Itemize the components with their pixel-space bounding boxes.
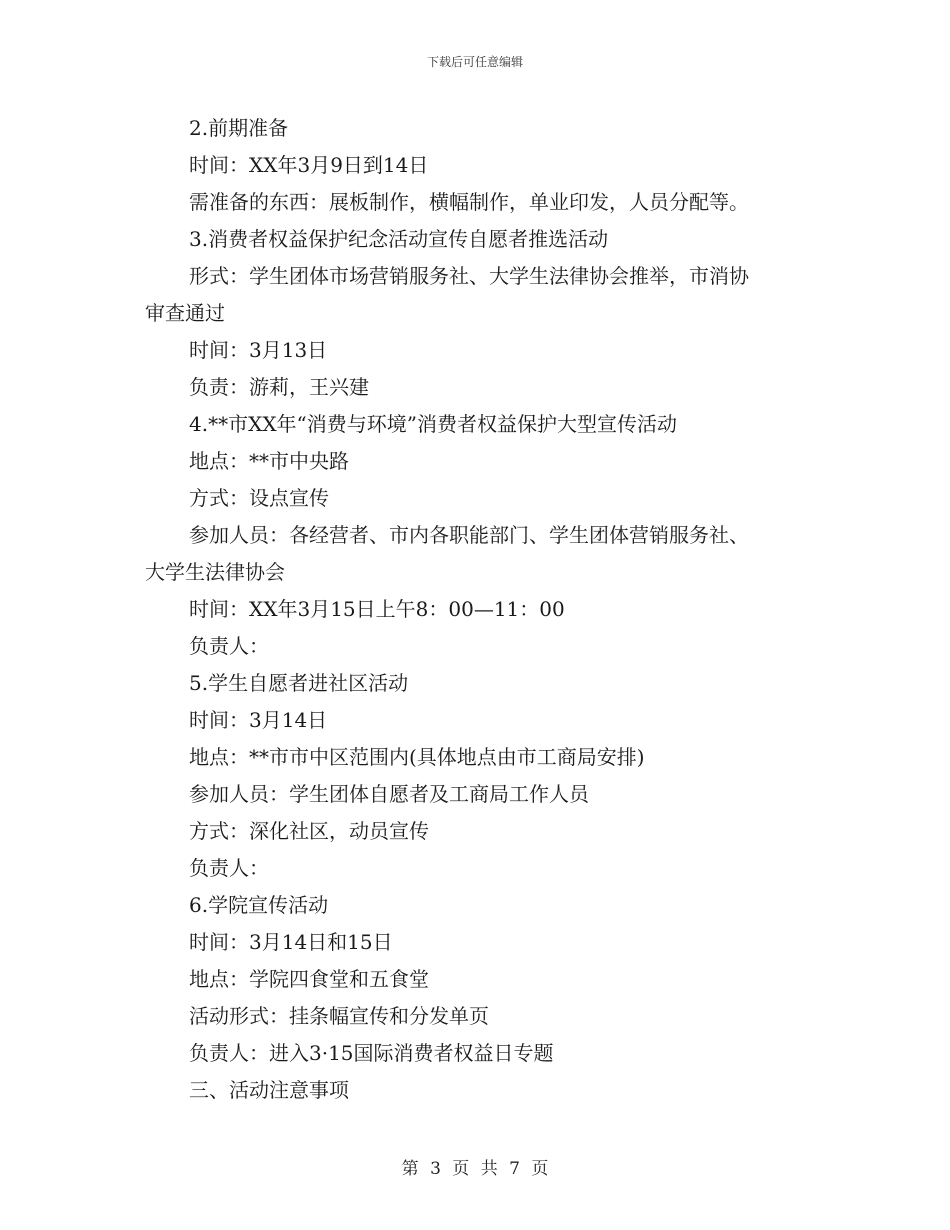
paragraph-line: 参加人员：学生团体自愿者及工商局工作人员	[189, 782, 589, 806]
paragraph-line: 时间：3月14日和15日	[189, 930, 393, 954]
paragraph-line-continuation: 大学生法律协会	[145, 560, 285, 584]
page-footer: 第 3 页 共 7 页	[401, 1159, 549, 1179]
paragraph-line: 负责人：	[189, 856, 269, 880]
document-body	[145, 110, 815, 1109]
section-heading-campus: 6.学院宣传活动	[189, 893, 329, 917]
paragraph-line: 地点：**市中央路	[189, 449, 349, 473]
section-heading-community: 5.学生自愿者进社区活动	[189, 671, 409, 695]
paragraph-line: 地点：学院四食堂和五食堂	[189, 967, 429, 991]
paragraph-line: 时间：XX年3月9日到14日	[189, 153, 429, 177]
paragraph-line: 活动形式：挂条幅宣传和分发单页	[189, 1004, 489, 1028]
paragraph-line: 形式：学生团体市场营销服务社、大学生法律协会推举，市消协	[189, 264, 749, 288]
page-header: 下载后可任意编辑	[426, 55, 523, 69]
paragraph-line: 地点：**市市中区范围内(具体地点由市工商局安排)	[189, 745, 645, 769]
paragraph-line: 参加人员：各经营者、市内各职能部门、学生团体营销服务社、	[189, 523, 749, 547]
paragraph-line: 方式：设点宣传	[189, 486, 329, 510]
paragraph-line: 负责人：	[189, 634, 269, 658]
section-heading-volunteer-selection: 3.消费者权益保护纪念活动宣传自愿者推选活动	[189, 227, 609, 251]
section-heading-campaign: 4.**市XX年“消费与环境”消费者权益保护大型宣传活动	[189, 412, 678, 436]
paragraph-line-continuation: 审查通过	[145, 301, 225, 325]
section-heading-preparation: 2.前期准备	[189, 116, 289, 140]
paragraph-line: 负责：游莉，王兴建	[189, 375, 369, 399]
section-heading-notes: 三、活动注意事项	[189, 1078, 349, 1102]
paragraph-line: 时间：XX年3月15日上午8：00—11：00	[189, 597, 565, 621]
paragraph-line: 负责人：进入3·15国际消费者权益日专题	[189, 1041, 554, 1065]
paragraph-line: 时间：3月13日	[189, 338, 328, 362]
paragraph-line: 时间：3月14日	[189, 708, 328, 732]
paragraph-line: 方式：深化社区，动员宣传	[189, 819, 429, 843]
paragraph-line: 需准备的东西：展板制作，横幅制作，单业印发，人员分配等。	[189, 190, 749, 214]
